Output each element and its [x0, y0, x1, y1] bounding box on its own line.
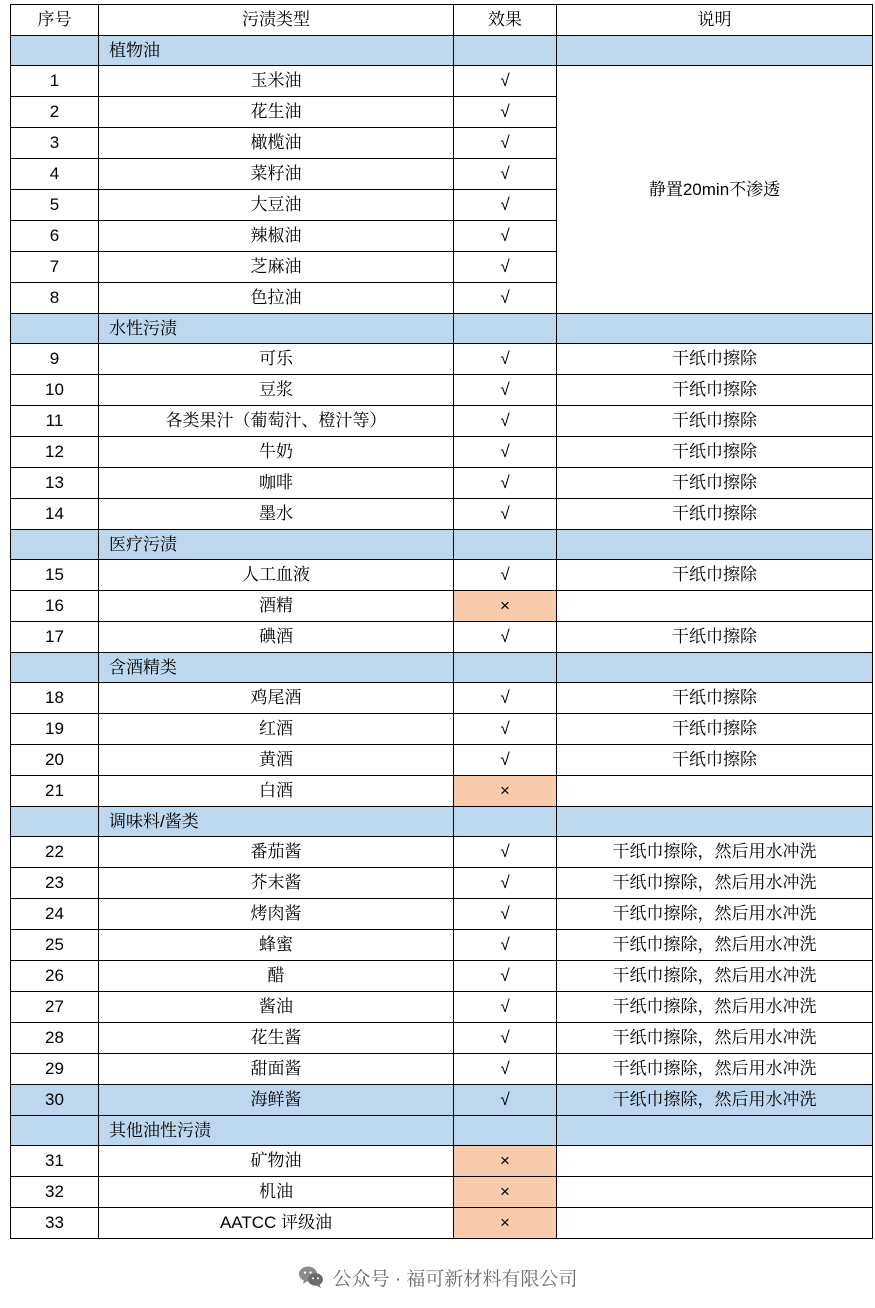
table-row: [11, 1054, 873, 1085]
cell-stain-type: 蜂蜜: [99, 930, 454, 961]
cell-effect: √: [454, 499, 557, 530]
table-row: [11, 622, 873, 653]
cell-stain-type: 辣椒油: [99, 221, 454, 252]
footer-watermark: [0, 1254, 875, 1300]
table-row: [11, 683, 873, 714]
table-header-row: [11, 5, 873, 36]
cell-desc: 干纸巾擦除，然后用水冲洗: [557, 899, 873, 930]
cell-no: 19: [11, 714, 99, 745]
cell-stain-type: 大豆油: [99, 190, 454, 221]
group-desc-cell: [557, 530, 873, 560]
cell-stain-type: 红酒: [99, 714, 454, 745]
table-row: [11, 1085, 873, 1116]
table-body: [11, 36, 873, 1239]
table-row: [11, 406, 873, 437]
cell-effect: √: [454, 714, 557, 745]
group-no-cell: [11, 530, 99, 560]
table-row: [11, 1208, 873, 1239]
table-row: [11, 66, 873, 97]
cell-no: 3: [11, 128, 99, 159]
table-row: [11, 992, 873, 1023]
cell-desc: 干纸巾擦除: [557, 622, 873, 653]
cell-desc: 干纸巾擦除，然后用水冲洗: [557, 837, 873, 868]
cell-desc: [557, 1177, 873, 1208]
table-row: [11, 837, 873, 868]
cell-desc: 干纸巾擦除，然后用水冲洗: [557, 992, 873, 1023]
cell-no: 25: [11, 930, 99, 961]
group-no-cell: [11, 807, 99, 837]
cell-effect: √: [454, 406, 557, 437]
cell-no: 28: [11, 1023, 99, 1054]
table-row: [11, 591, 873, 622]
cell-no: 22: [11, 837, 99, 868]
group-no-cell: [11, 314, 99, 344]
cell-effect: √: [454, 159, 557, 190]
table-group-row: [11, 36, 873, 66]
cell-effect: √: [454, 1023, 557, 1054]
cell-no: 8: [11, 283, 99, 314]
cell-no: 18: [11, 683, 99, 714]
group-label: 调味料/酱类: [99, 807, 454, 837]
cell-stain-type: 咖啡: [99, 468, 454, 499]
table-row: [11, 714, 873, 745]
group-label: 含酒精类: [99, 653, 454, 683]
group-desc-cell: [557, 314, 873, 344]
cell-effect: √: [454, 468, 557, 499]
cell-stain-type: 芝麻油: [99, 252, 454, 283]
cell-no: 2: [11, 97, 99, 128]
cell-no: 23: [11, 868, 99, 899]
cell-no: 24: [11, 899, 99, 930]
cell-no: 4: [11, 159, 99, 190]
cell-no: 32: [11, 1177, 99, 1208]
cell-stain-type: 人工血液: [99, 560, 454, 591]
group-desc-cell: [557, 1116, 873, 1146]
cell-no: 1: [11, 66, 99, 97]
cell-effect: √: [454, 190, 557, 221]
table-row: [11, 375, 873, 406]
cell-effect: √: [454, 344, 557, 375]
table-group-row: [11, 314, 873, 344]
cell-stain-type: 各类果汁（葡萄汁、橙汁等）: [99, 406, 454, 437]
table-row: [11, 868, 873, 899]
cell-effect: √: [454, 375, 557, 406]
cell-effect: √: [454, 961, 557, 992]
group-label: 医疗污渍: [99, 530, 454, 560]
cell-stain-type: 菜籽油: [99, 159, 454, 190]
cell-desc: 干纸巾擦除，然后用水冲洗: [557, 1054, 873, 1085]
cell-desc: 干纸巾擦除: [557, 499, 873, 530]
cell-effect: √: [454, 622, 557, 653]
group-effect-cell: [454, 314, 557, 344]
cell-no: 31: [11, 1146, 99, 1177]
table-group-row: [11, 530, 873, 560]
cell-stain-type: 机油: [99, 1177, 454, 1208]
cell-desc: 干纸巾擦除: [557, 560, 873, 591]
cell-no: 6: [11, 221, 99, 252]
cell-effect: ×: [454, 591, 557, 622]
group-no-cell: [11, 653, 99, 683]
table-row: [11, 961, 873, 992]
cell-stain-type: 黄酒: [99, 745, 454, 776]
cell-stain-type: 醋: [99, 961, 454, 992]
cell-stain-type: 色拉油: [99, 283, 454, 314]
table-row: [11, 499, 873, 530]
cell-no: 30: [11, 1085, 99, 1116]
cell-stain-type: 矿物油: [99, 1146, 454, 1177]
stain-resistance-table: [10, 4, 873, 1239]
cell-effect: √: [454, 1054, 557, 1085]
group-effect-cell: [454, 1116, 557, 1146]
group-no-cell: [11, 36, 99, 66]
cell-stain-type: 玉米油: [99, 66, 454, 97]
cell-no: 14: [11, 499, 99, 530]
cell-effect: √: [454, 745, 557, 776]
cell-stain-type: 碘酒: [99, 622, 454, 653]
cell-stain-type: 烤肉酱: [99, 899, 454, 930]
cell-desc: 干纸巾擦除，然后用水冲洗: [557, 1085, 873, 1116]
cell-stain-type: 花生酱: [99, 1023, 454, 1054]
cell-desc: 干纸巾擦除: [557, 745, 873, 776]
cell-desc: [557, 1208, 873, 1239]
cell-stain-type: 海鲜酱: [99, 1085, 454, 1116]
cell-desc: 干纸巾擦除，然后用水冲洗: [557, 961, 873, 992]
cell-no: 7: [11, 252, 99, 283]
cell-effect: √: [454, 97, 557, 128]
cell-effect: √: [454, 930, 557, 961]
cell-no: 12: [11, 437, 99, 468]
cell-no: 10: [11, 375, 99, 406]
cell-no: 15: [11, 560, 99, 591]
cell-desc: 干纸巾擦除: [557, 406, 873, 437]
cell-desc: 干纸巾擦除: [557, 344, 873, 375]
cell-effect: √: [454, 868, 557, 899]
cell-effect: √: [454, 128, 557, 159]
cell-no: 21: [11, 776, 99, 807]
cell-desc: 干纸巾擦除: [557, 437, 873, 468]
group-desc-cell: [557, 653, 873, 683]
table-row: [11, 930, 873, 961]
cell-stain-type: 可乐: [99, 344, 454, 375]
cell-stain-type: 白酒: [99, 776, 454, 807]
cell-stain-type: 酱油: [99, 992, 454, 1023]
cell-desc: 干纸巾擦除: [557, 468, 873, 499]
cell-no: 11: [11, 406, 99, 437]
table-row: [11, 899, 873, 930]
cell-stain-type: 番茄酱: [99, 837, 454, 868]
group-label: 其他油性污渍: [99, 1116, 454, 1146]
cell-no: 20: [11, 745, 99, 776]
cell-effect: ×: [454, 1208, 557, 1239]
group-effect-cell: [454, 530, 557, 560]
cell-no: 26: [11, 961, 99, 992]
header-cell-effect: 效果: [454, 5, 557, 36]
header-cell-no: 序号: [11, 5, 99, 36]
cell-effect: √: [454, 66, 557, 97]
table-row: [11, 344, 873, 375]
cell-effect: ×: [454, 776, 557, 807]
table-row: [11, 468, 873, 499]
cell-desc: 干纸巾擦除: [557, 683, 873, 714]
cell-stain-type: 鸡尾酒: [99, 683, 454, 714]
group-label: 植物油: [99, 36, 454, 66]
cell-stain-type: 墨水: [99, 499, 454, 530]
group-effect-cell: [454, 36, 557, 66]
cell-desc: [557, 1146, 873, 1177]
table-row: [11, 1023, 873, 1054]
table-row: [11, 437, 873, 468]
cell-effect: √: [454, 992, 557, 1023]
header-cell-type: 污渍类型: [99, 5, 454, 36]
table-row: [11, 776, 873, 807]
cell-effect: √: [454, 560, 557, 591]
cell-no: 9: [11, 344, 99, 375]
table-group-row: [11, 1116, 873, 1146]
cell-stain-type: 牛奶: [99, 437, 454, 468]
cell-desc: 干纸巾擦除，然后用水冲洗: [557, 868, 873, 899]
cell-no: 16: [11, 591, 99, 622]
cell-no: 27: [11, 992, 99, 1023]
cell-stain-type: 橄榄油: [99, 128, 454, 159]
cell-no: 33: [11, 1208, 99, 1239]
cell-effect: √: [454, 899, 557, 930]
cell-effect: √: [454, 221, 557, 252]
header-cell-desc: 说明: [557, 5, 873, 36]
cell-no: 5: [11, 190, 99, 221]
group-desc-cell: [557, 36, 873, 66]
cell-desc-merged: 静置20min不渗透: [557, 66, 873, 314]
cell-stain-type: 甜面酱: [99, 1054, 454, 1085]
cell-desc: [557, 591, 873, 622]
cell-effect: √: [454, 683, 557, 714]
footer-text: 公众号 · 福可新材料有限公司: [332, 1268, 578, 1290]
group-label: 水性污渍: [99, 314, 454, 344]
cell-effect: √: [454, 437, 557, 468]
cell-effect: √: [454, 1085, 557, 1116]
cell-stain-type: 芥末酱: [99, 868, 454, 899]
cell-stain-type: 酒精: [99, 591, 454, 622]
cell-no: 29: [11, 1054, 99, 1085]
cell-effect: ×: [454, 1146, 557, 1177]
table-row: [11, 560, 873, 591]
cell-no: 17: [11, 622, 99, 653]
table-group-row: [11, 807, 873, 837]
group-no-cell: [11, 1116, 99, 1146]
cell-effect: √: [454, 252, 557, 283]
cell-effect: √: [454, 283, 557, 314]
cell-stain-type: 花生油: [99, 97, 454, 128]
group-effect-cell: [454, 653, 557, 683]
group-desc-cell: [557, 807, 873, 837]
cell-effect: √: [454, 837, 557, 868]
group-effect-cell: [454, 807, 557, 837]
wechat-badge: [298, 1264, 578, 1291]
cell-desc: 干纸巾擦除，然后用水冲洗: [557, 1023, 873, 1054]
cell-desc: 干纸巾擦除，然后用水冲洗: [557, 930, 873, 961]
table-header: [11, 5, 873, 36]
table-row: [11, 1146, 873, 1177]
cell-effect: ×: [454, 1177, 557, 1208]
cell-no: 13: [11, 468, 99, 499]
cell-stain-type: AATCC 评级油: [99, 1208, 454, 1239]
cell-stain-type: 豆浆: [99, 375, 454, 406]
table-group-row: [11, 653, 873, 683]
table-row: [11, 745, 873, 776]
cell-desc: 干纸巾擦除: [557, 375, 873, 406]
table-row: [11, 1177, 873, 1208]
cell-desc: 干纸巾擦除: [557, 714, 873, 745]
wechat-icon: [298, 1264, 324, 1290]
cell-desc: [557, 776, 873, 807]
